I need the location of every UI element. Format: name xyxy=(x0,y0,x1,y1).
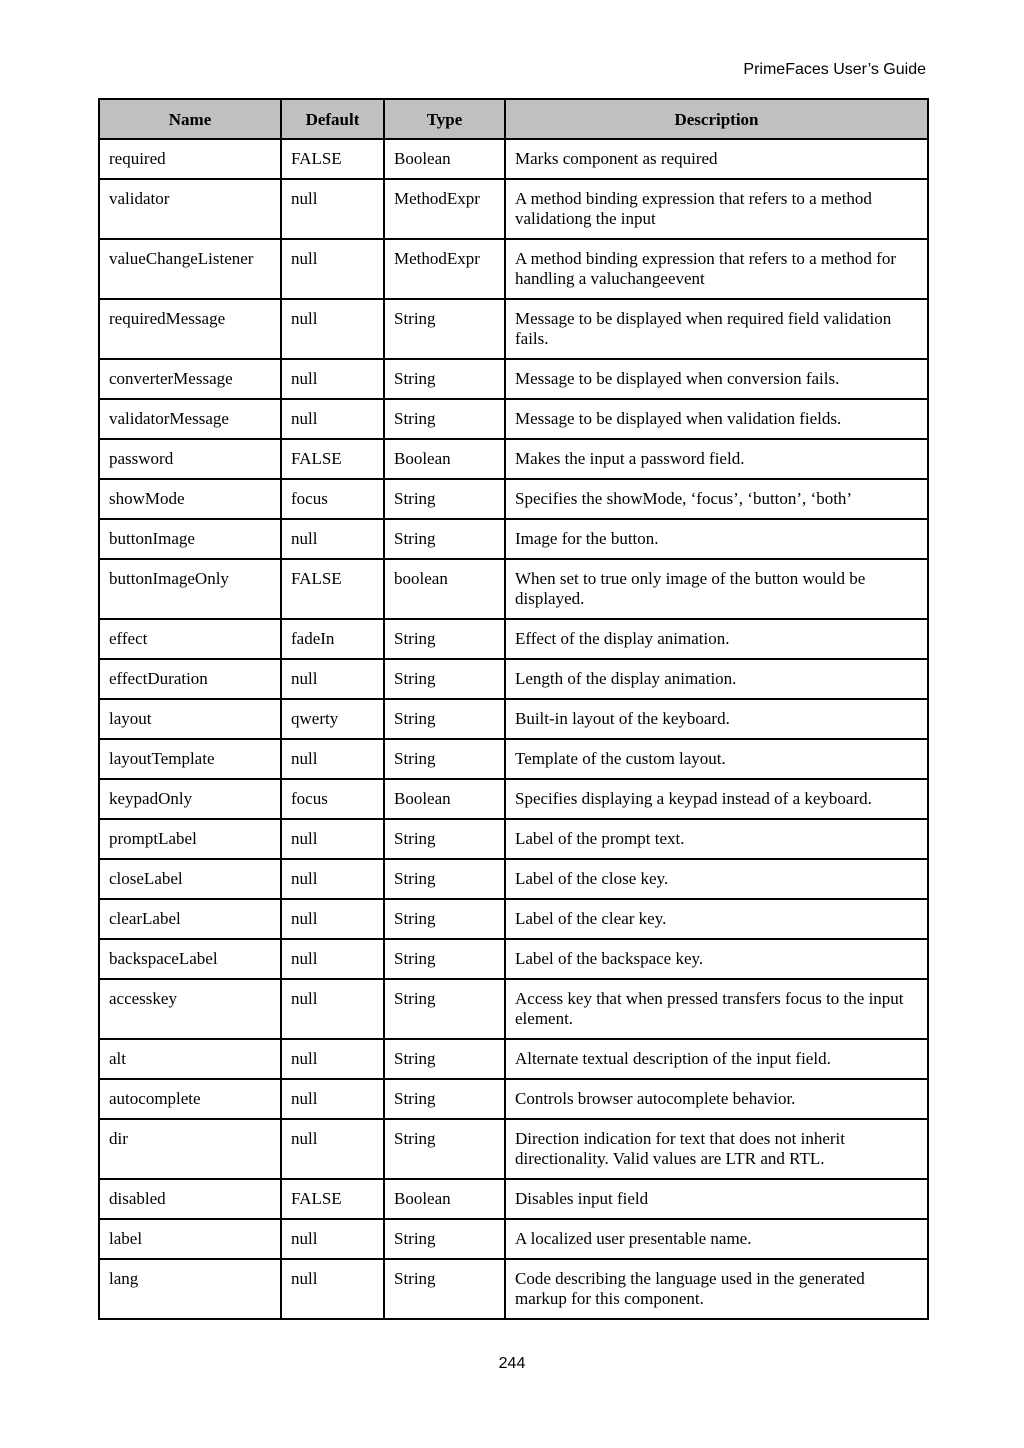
column-header-description: Description xyxy=(505,99,928,139)
table-row xyxy=(99,659,928,699)
cell-name: alt xyxy=(99,1039,281,1079)
cell-name: keypadOnly xyxy=(99,779,281,819)
table-row xyxy=(99,479,928,519)
table-row xyxy=(99,399,928,439)
cell-default: null xyxy=(281,739,384,779)
cell-default: null xyxy=(281,399,384,439)
cell-description: When set to true only image of the button would be displayed. xyxy=(505,559,928,619)
cell-description: Length of the display animation. xyxy=(505,659,928,699)
cell-default: FALSE xyxy=(281,559,384,619)
cell-name: accesskey xyxy=(99,979,281,1039)
cell-description: Label of the clear key. xyxy=(505,899,928,939)
cell-name: autocomplete xyxy=(99,1079,281,1119)
cell-name: layout xyxy=(99,699,281,739)
table-row xyxy=(99,1179,928,1219)
table-row xyxy=(99,299,928,359)
cell-default: null xyxy=(281,939,384,979)
cell-name: buttonImageOnly xyxy=(99,559,281,619)
cell-name: requiredMessage xyxy=(99,299,281,359)
cell-name: converterMessage xyxy=(99,359,281,399)
cell-type: String xyxy=(384,1119,505,1179)
cell-default: focus xyxy=(281,479,384,519)
table-row xyxy=(99,139,928,179)
cell-type: String xyxy=(384,519,505,559)
cell-description: Label of the close key. xyxy=(505,859,928,899)
cell-default: null xyxy=(281,1219,384,1259)
cell-description: Image for the button. xyxy=(505,519,928,559)
cell-type: MethodExpr xyxy=(384,239,505,299)
cell-type: String xyxy=(384,739,505,779)
table-row xyxy=(99,519,928,559)
table-row xyxy=(99,699,928,739)
cell-name: validatorMessage xyxy=(99,399,281,439)
table-row xyxy=(99,439,928,479)
cell-description: Specifies displaying a keypad instead of a keyboard. xyxy=(505,779,928,819)
table-row xyxy=(99,739,928,779)
cell-default: focus xyxy=(281,779,384,819)
cell-description: Label of the prompt text. xyxy=(505,819,928,859)
table-row xyxy=(99,859,928,899)
cell-default: FALSE xyxy=(281,139,384,179)
table-row xyxy=(99,979,928,1039)
cell-default: null xyxy=(281,1259,384,1319)
cell-type: String xyxy=(384,1039,505,1079)
table-row xyxy=(99,179,928,239)
cell-name: validator xyxy=(99,179,281,239)
cell-type: String xyxy=(384,939,505,979)
cell-description: Marks component as required xyxy=(505,139,928,179)
attributes-table xyxy=(98,98,929,1320)
table-body xyxy=(99,139,928,1319)
cell-default: null xyxy=(281,979,384,1039)
table-row xyxy=(99,619,928,659)
cell-default: null xyxy=(281,359,384,399)
cell-type: String xyxy=(384,299,505,359)
cell-name: dir xyxy=(99,1119,281,1179)
column-header-type: Type xyxy=(384,99,505,139)
cell-description: Makes the input a password field. xyxy=(505,439,928,479)
cell-name: clearLabel xyxy=(99,899,281,939)
cell-name: layoutTemplate xyxy=(99,739,281,779)
table-row xyxy=(99,1079,928,1119)
column-header-default: Default xyxy=(281,99,384,139)
cell-default: null xyxy=(281,179,384,239)
cell-type: MethodExpr xyxy=(384,179,505,239)
table-row xyxy=(99,239,928,299)
cell-description: Effect of the display animation. xyxy=(505,619,928,659)
cell-default: null xyxy=(281,659,384,699)
cell-name: buttonImage xyxy=(99,519,281,559)
cell-default: fadeIn xyxy=(281,619,384,659)
cell-type: boolean xyxy=(384,559,505,619)
cell-description: Label of the backspace key. xyxy=(505,939,928,979)
cell-default: null xyxy=(281,1119,384,1179)
cell-type: String xyxy=(384,399,505,439)
cell-description: Message to be displayed when required field validation fails. xyxy=(505,299,928,359)
cell-type: String xyxy=(384,1219,505,1259)
cell-name: disabled xyxy=(99,1179,281,1219)
page-number: 244 xyxy=(498,1355,526,1372)
cell-type: String xyxy=(384,819,505,859)
table-row xyxy=(99,1119,928,1179)
page-header-title: PrimeFaces User’s Guide xyxy=(743,61,926,78)
cell-default: null xyxy=(281,899,384,939)
cell-name: valueChangeListener xyxy=(99,239,281,299)
cell-type: String xyxy=(384,619,505,659)
cell-type: String xyxy=(384,479,505,519)
cell-name: password xyxy=(99,439,281,479)
cell-description: A localized user presentable name. xyxy=(505,1219,928,1259)
cell-default: null xyxy=(281,299,384,359)
cell-type: String xyxy=(384,359,505,399)
cell-type: String xyxy=(384,699,505,739)
cell-default: FALSE xyxy=(281,1179,384,1219)
cell-type: Boolean xyxy=(384,779,505,819)
cell-description: Template of the custom layout. xyxy=(505,739,928,779)
cell-type: String xyxy=(384,859,505,899)
cell-name: lang xyxy=(99,1259,281,1319)
cell-description: Controls browser autocomplete behavior. xyxy=(505,1079,928,1119)
table-row xyxy=(99,1039,928,1079)
cell-default: null xyxy=(281,519,384,559)
cell-name: label xyxy=(99,1219,281,1259)
cell-description: Direction indication for text that does not inherit directionality. Valid values are LTR and RTL. xyxy=(505,1119,928,1179)
cell-description: Message to be displayed when conversion fails. xyxy=(505,359,928,399)
table-row xyxy=(99,1259,928,1319)
cell-default: null xyxy=(281,1079,384,1119)
column-header-name: Name xyxy=(99,99,281,139)
cell-description: Code describing the language used in the generated markup for this component. xyxy=(505,1259,928,1319)
cell-type: Boolean xyxy=(384,1179,505,1219)
table-row xyxy=(99,779,928,819)
cell-description: Alternate textual description of the input field. xyxy=(505,1039,928,1079)
cell-type: String xyxy=(384,899,505,939)
cell-default: null xyxy=(281,859,384,899)
cell-type: String xyxy=(384,659,505,699)
cell-type: String xyxy=(384,1259,505,1319)
cell-description: Message to be displayed when validation fields. xyxy=(505,399,928,439)
table-row xyxy=(99,1219,928,1259)
cell-type: Boolean xyxy=(384,439,505,479)
cell-description: Disables input field xyxy=(505,1179,928,1219)
cell-description: Built-in layout of the keyboard. xyxy=(505,699,928,739)
cell-type: String xyxy=(384,979,505,1039)
cell-name: effectDuration xyxy=(99,659,281,699)
cell-name: required xyxy=(99,139,281,179)
cell-name: promptLabel xyxy=(99,819,281,859)
table-header-row xyxy=(99,99,928,139)
cell-default: null xyxy=(281,239,384,299)
cell-name: showMode xyxy=(99,479,281,519)
cell-description: A method binding expression that refers to a method validationg the input xyxy=(505,179,928,239)
table-row xyxy=(99,899,928,939)
cell-default: FALSE xyxy=(281,439,384,479)
cell-type: String xyxy=(384,1079,505,1119)
cell-description: A method binding expression that refers to a method for handling a valuchangeevent xyxy=(505,239,928,299)
cell-default: null xyxy=(281,1039,384,1079)
cell-description: Access key that when pressed transfers focus to the input element. xyxy=(505,979,928,1039)
cell-default: null xyxy=(281,819,384,859)
cell-type: Boolean xyxy=(384,139,505,179)
cell-default: qwerty xyxy=(281,699,384,739)
cell-name: backspaceLabel xyxy=(99,939,281,979)
cell-name: closeLabel xyxy=(99,859,281,899)
cell-description: Specifies the showMode, ‘focus’, ‘button’, ‘both’ xyxy=(505,479,928,519)
table-row xyxy=(99,819,928,859)
table-row xyxy=(99,939,928,979)
table-row xyxy=(99,559,928,619)
table-row xyxy=(99,359,928,399)
cell-name: effect xyxy=(99,619,281,659)
